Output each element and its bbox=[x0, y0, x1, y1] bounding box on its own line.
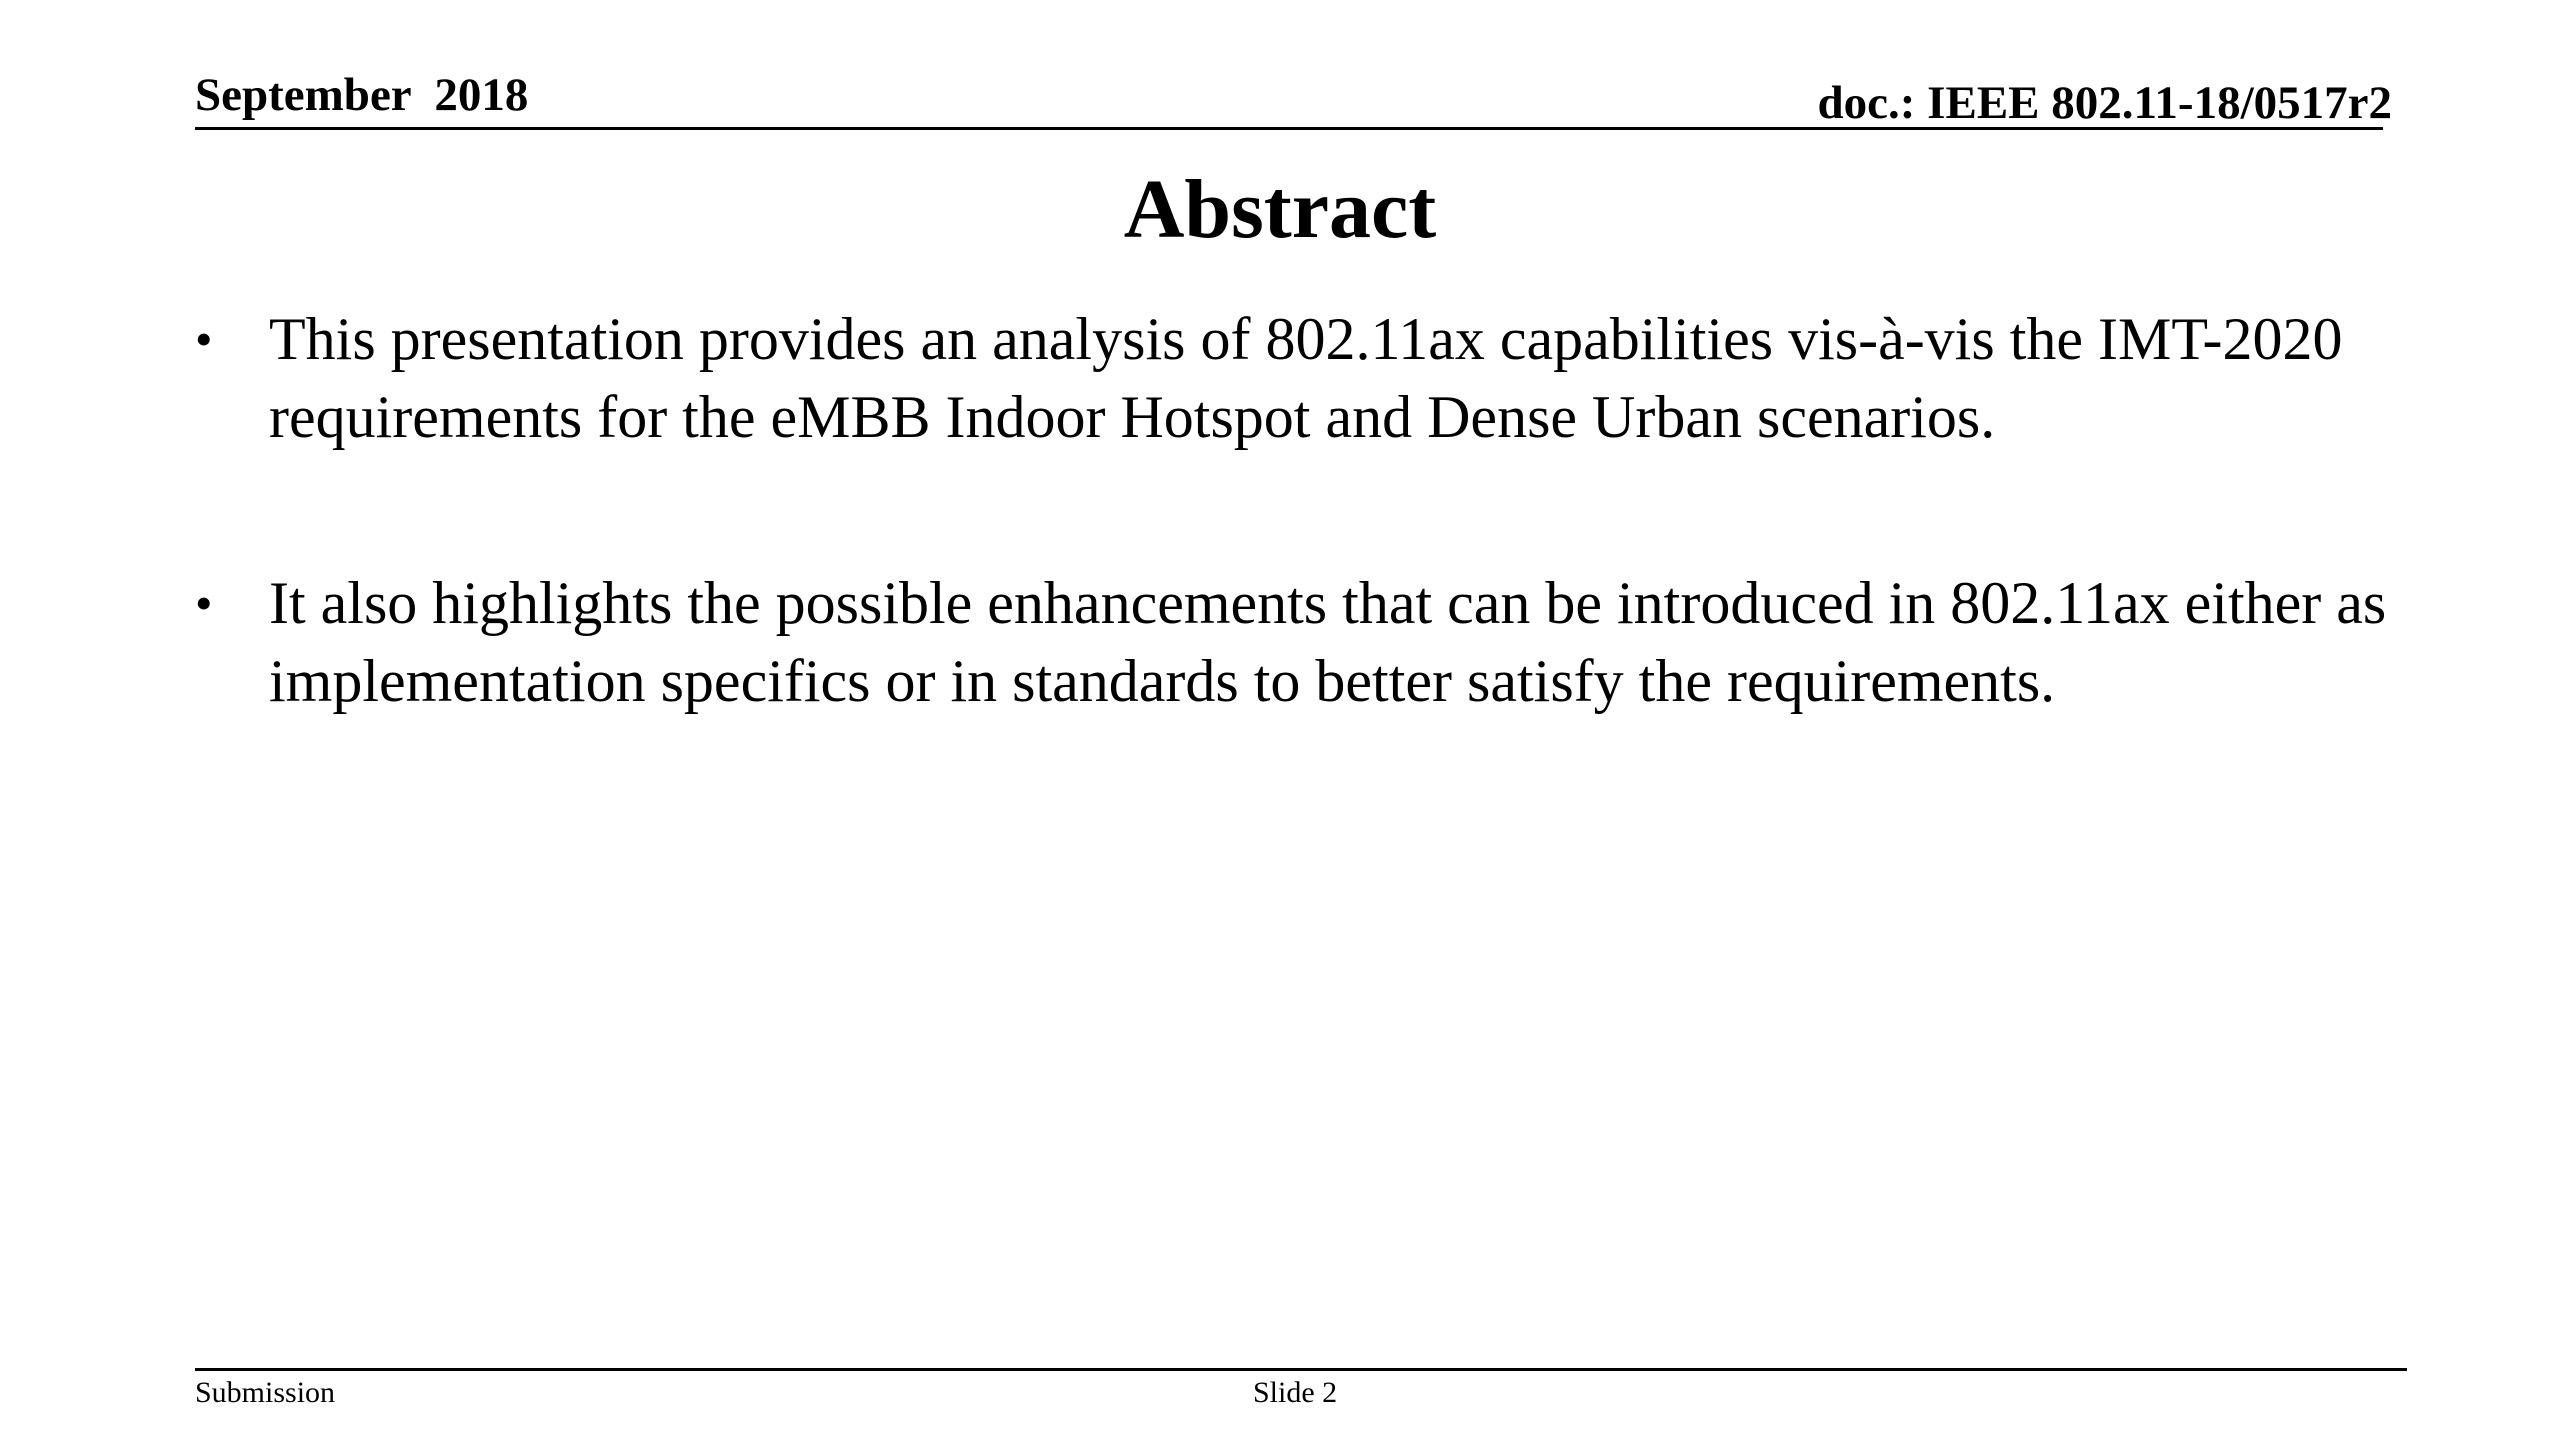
bullet-item bbox=[195, 300, 2395, 456]
bullet-marker: • bbox=[195, 311, 213, 367]
footer-divider bbox=[195, 1368, 2407, 1371]
bullet-text: It also highlights the possible enhancements that can be introduced in 802.11ax either as implementation specifics or in standards to better satisfy the requirements. bbox=[269, 570, 2387, 714]
footer-submission: Submission bbox=[195, 1376, 336, 1409]
bullet-list bbox=[195, 300, 2395, 828]
footer-slide-number: Slide 2 bbox=[1253, 1376, 1338, 1409]
header-doc-id: doc.: IEEE 802.11-18/0517r2 bbox=[1817, 77, 2392, 129]
header-date: September 2018 bbox=[195, 69, 529, 121]
bullet-item bbox=[195, 564, 2395, 720]
bullet-marker: • bbox=[195, 575, 213, 631]
bullet-text: This presentation provides an analysis of 802.11ax capabilities vis-à-vis the IMT-2020 requirements for the eMBB Indoor Hotspot and Dense Urban scenarios. bbox=[269, 306, 2343, 450]
header-divider bbox=[195, 127, 2383, 130]
slide-title: Abstract bbox=[1123, 163, 1437, 256]
